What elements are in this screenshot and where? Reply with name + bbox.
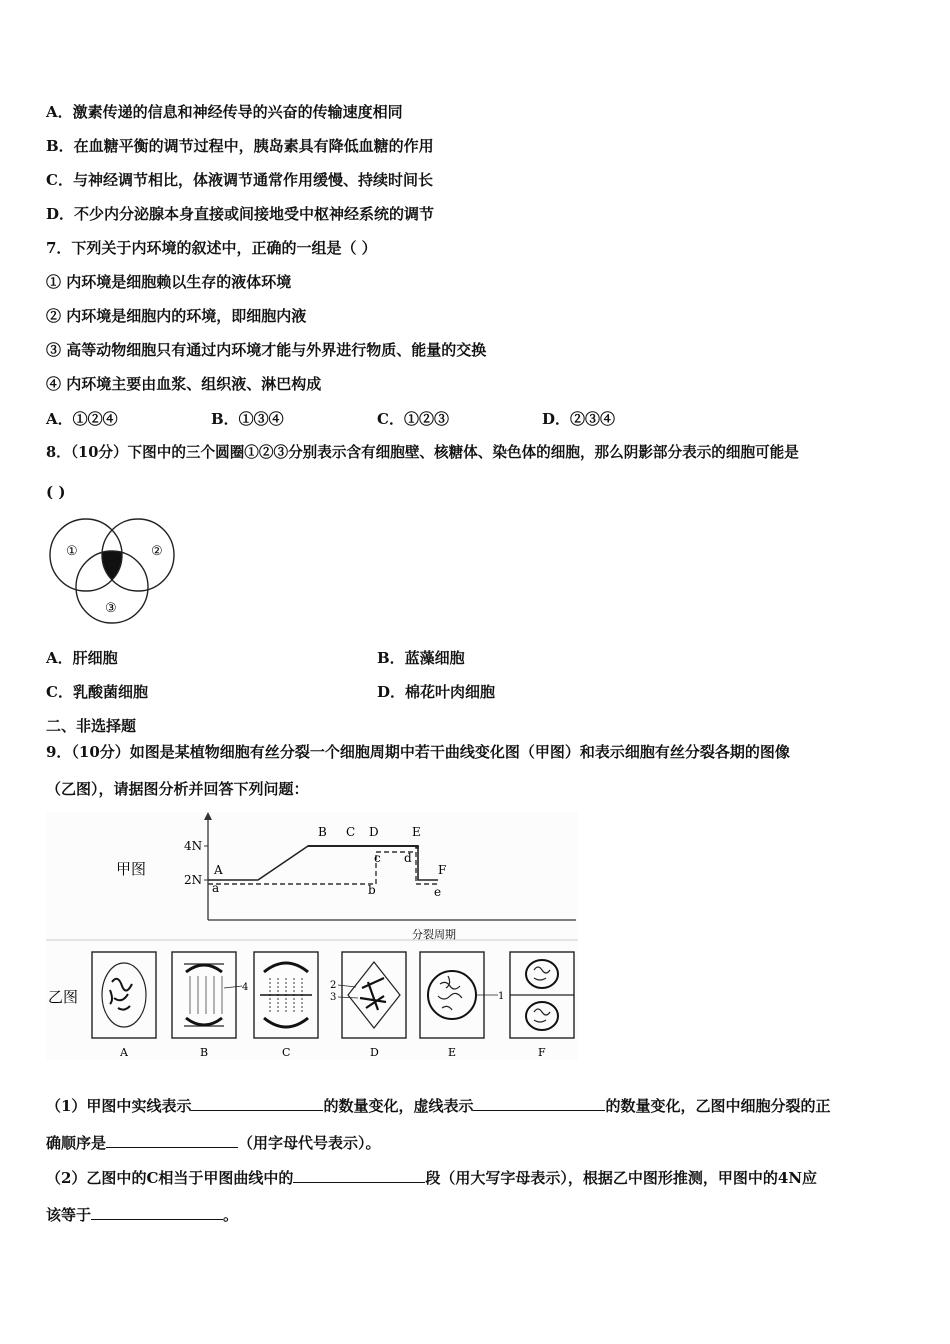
- venn-label-3: ③: [105, 601, 117, 616]
- answer-blank-2[interactable]: [473, 1096, 605, 1111]
- pt-D: D: [369, 825, 379, 839]
- q7-stem: 7．下列关于内环境的叙述中，正确的一组是（ ）: [46, 239, 377, 257]
- q7-option-c: C．①②③: [377, 410, 449, 428]
- q7-statement-2: ② 内环境是细胞内的环境，即细胞内液: [46, 307, 307, 325]
- q6-option-a: A．激素传递的信息和神经传导的兴奋的传输速度相同: [46, 103, 403, 121]
- q9-part1-line2: 确顺序是 （用字母代号表示）。: [46, 1134, 381, 1152]
- q7-statement-1: ① 内环境是细胞赖以生存的液体环境: [46, 273, 292, 291]
- panel-label-a: A: [120, 1046, 128, 1059]
- callout-1: 1: [498, 991, 505, 1002]
- x-axis-label: 分裂周期: [412, 928, 456, 941]
- pt-A: A: [214, 863, 223, 877]
- q8-option-b: B．蓝藻细胞: [377, 649, 465, 667]
- pt-E: E: [412, 825, 421, 839]
- callout-2: 2: [330, 980, 337, 991]
- pt-d: d: [404, 851, 412, 865]
- pt-B: B: [318, 825, 327, 839]
- q9-part2-line1: （2）乙图中的C相当于甲图曲线中的 段（用大写字母表示），根据乙中图形推测，甲图中的4N应: [46, 1169, 818, 1187]
- pt-F: F: [438, 863, 447, 877]
- q8-option-a: A．肝细胞: [46, 649, 118, 667]
- y-tick-2n: 2N: [184, 873, 203, 887]
- q6-option-c: C．与神经调节相比，体液调节通常作用缓慢、持续时间长: [46, 171, 433, 189]
- q6-option-b: B．在血糖平衡的调节过程中，胰岛素具有降低血糖的作用: [46, 137, 434, 155]
- answer-blank-1[interactable]: [191, 1096, 323, 1111]
- q9-stem-2: （乙图），请据图分析并回答下列问题：: [46, 780, 309, 798]
- panel-label-d: D: [370, 1046, 379, 1059]
- q7-option-b: B．①③④: [211, 410, 284, 428]
- panel-label-b: B: [200, 1046, 209, 1059]
- q9-stem: 9．（10分）如图是某植物细胞有丝分裂一个细胞周期中若干曲线变化图（甲图）和表示细胞有丝分裂各期的图像: [46, 743, 790, 761]
- mitosis-figure: [46, 812, 578, 1060]
- answer-blank-4[interactable]: [293, 1168, 425, 1183]
- q9-part1-line1: （1）甲图中实线表示 的数量变化，虚线表示 的数量变化，乙图中细胞分裂的正: [46, 1097, 831, 1115]
- answer-blank-5[interactable]: [91, 1205, 223, 1220]
- q7-statement-4: ④ 内环境主要由血浆、组织液、淋巴构成: [46, 375, 322, 393]
- yi-label: 乙图: [48, 988, 79, 1006]
- callout-3: 3: [330, 992, 337, 1003]
- q7-option-d: D．②③④: [542, 410, 616, 428]
- q8-option-d: D．棉花叶肉细胞: [377, 683, 496, 701]
- panel-label-e: E: [448, 1046, 457, 1059]
- section-heading: 二、非选择题: [46, 717, 137, 735]
- pt-e: e: [434, 885, 442, 899]
- callout-4: 4: [242, 982, 249, 993]
- panel-label-c: C: [282, 1046, 291, 1059]
- pt-b: b: [368, 883, 376, 897]
- pt-a: a: [212, 881, 220, 895]
- pt-C: C: [346, 825, 356, 839]
- q8-option-c: C．乳酸菌细胞: [46, 683, 148, 701]
- q8-stem-paren: ( ): [46, 483, 66, 501]
- answer-blank-3[interactable]: [106, 1133, 238, 1148]
- q7-option-a: A．①②④: [46, 410, 118, 428]
- venn-diagram: [48, 515, 180, 627]
- y-tick-4n: 4N: [184, 839, 203, 853]
- panel-label-f: F: [538, 1046, 546, 1059]
- jia-label: 甲图: [116, 860, 147, 878]
- q7-statement-3: ③ 高等动物细胞只有通过内环境才能与外界进行物质、能量的交换: [46, 341, 487, 359]
- venn-label-2: ②: [151, 544, 163, 559]
- venn-label-1: ①: [66, 544, 78, 559]
- q6-option-d: D．不少内分泌腺本身直接或间接地受中枢神经系统的调节: [46, 205, 435, 223]
- pt-c: c: [374, 851, 381, 865]
- q9-part2-line2: 该等于 。: [46, 1206, 239, 1224]
- q8-stem: 8．（10分）下图中的三个圆圈①②③分别表示含有细胞壁、核糖体、染色体的细胞，那么阴影部分表示的细胞可能是: [46, 444, 799, 461]
